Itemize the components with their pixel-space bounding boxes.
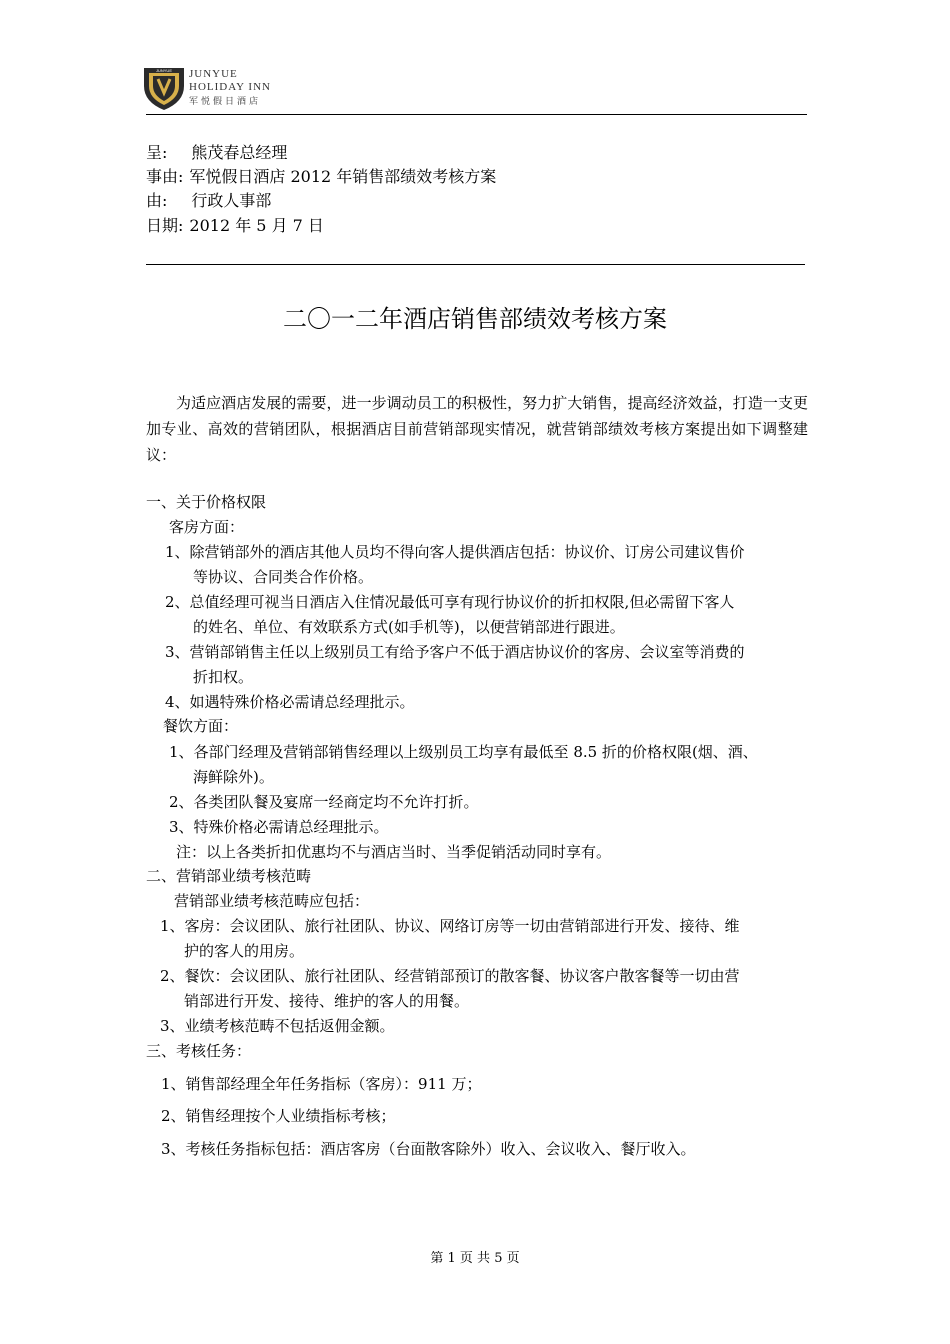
memo-from-value: 行政人事部 (191, 191, 272, 210)
note: 注：以上各类折扣优惠均不与酒店当时、当季促销活动同时享有。 (176, 843, 612, 861)
list-item: 3、营销部销售主任以上级别员工有给予客户不低于酒店协议价的客房、会议室等消费的 (165, 643, 745, 661)
list-item: 2、总值经理可视当日酒店入住情况最低可享有现行协议价的折扣权限,但必需留下客人 (165, 593, 735, 611)
page-title: 二〇一二年酒店销售部绩效考核方案 (283, 305, 667, 333)
list-item-continuation: 销部进行开发、接待、维护的客人的用餐。 (184, 992, 470, 1010)
section-heading-targets: 三、考核任务： (146, 1042, 252, 1060)
memo-subject-value: 军悦假日酒店 2012 年销售部绩效考核方案 (189, 167, 497, 186)
list-item: 3、特殊价格必需请总经理批示。 (169, 818, 389, 836)
list-item: 1、销售部经理全年任务指标（客房）：911 万； (161, 1075, 482, 1093)
list-item-continuation: 折扣权。 (193, 668, 254, 686)
list-item-continuation: 护的客人的用房。 (184, 942, 305, 960)
memo-divider (146, 264, 805, 265)
list-item: 1、各部门经理及营销部销售经理以上级别员工均享有最低至 8.5 折的价格权限(烟、酒、 (169, 743, 758, 761)
memo-to (146, 142, 287, 164)
list-item: 1、除营销部外的酒店其他人员均不得向客人提供酒店包括：协议价、订房公司建议售价 (165, 543, 745, 561)
logo-brand-line2: HOLIDAY INN (189, 81, 271, 93)
list-item: 1、客房：会议团队、旅行社团队、协议、网络订房等一切由营销部进行开发、接待、维 (160, 917, 740, 935)
logo-brand-chinese: 军悦假日酒店 (189, 97, 262, 107)
list-item: 4、如遇特殊价格必需请总经理批示。 (165, 693, 415, 711)
memo-to-label: 呈: (146, 143, 168, 162)
page-number-footer: 第 1 页 共 5 页 (430, 1251, 520, 1266)
svg-text:JUNYUE: JUNYUE (155, 68, 173, 73)
memo-subject (146, 166, 496, 188)
intro-paragraph: 为适应酒店发展的需要，进一步调动员工的积极性，努力扩大销售，提高经济效益，打造一支更加专业、高效的营销团队，根据酒店目前营销部现实情况，就营销部绩效考核方案提出如下调整建议： (146, 394, 808, 464)
memo-from (146, 190, 271, 212)
list-item: 3、考核任务指标包括：酒店客房（台面散客除外）收入、会议收入、餐厅收入。 (161, 1140, 696, 1158)
section-heading-scope: 二、营销部业绩考核范畴 (146, 867, 312, 885)
list-item-continuation: 的姓名、单位、有效联系方式(如手机等)，以便营销部进行跟进。 (193, 618, 625, 636)
memo-date-value: 2012 年 5 月 7 日 (189, 216, 324, 235)
header-rule (146, 114, 807, 115)
memo-date (146, 215, 324, 237)
logo-brand-line1: JUNYUE (189, 68, 238, 80)
list-item: 2、餐饮：会议团队、旅行社团队、经营销部预订的散客餐、协议客户散客餐等一切由营 (160, 967, 740, 985)
list-item-continuation: 海鲜除外)。 (193, 768, 274, 786)
memo-from-label: 由: (146, 191, 168, 210)
hotel-logo (142, 66, 294, 114)
list-item: 2、销售经理按个人业绩指标考核； (161, 1107, 396, 1125)
memo-subject-label: 事由: (146, 167, 184, 186)
subheading-dining: 餐饮方面： (163, 717, 239, 735)
memo-date-label: 日期: (146, 216, 184, 235)
hotel-crest-icon (142, 66, 186, 112)
memo-to-value: 熊茂春总经理 (191, 143, 288, 162)
subheading-rooms: 客房方面： (169, 518, 245, 536)
list-item: 2、各类团队餐及宴席一经商定均不允许打折。 (169, 793, 479, 811)
section-heading-pricing: 一、关于价格权限 (146, 493, 267, 511)
subheading-scope: 营销部业绩考核范畴应包括： (174, 892, 370, 910)
list-item-continuation: 等协议、合同类合作价格。 (193, 568, 374, 586)
list-item: 3、业绩考核范畴不包括返佣金额。 (160, 1017, 395, 1035)
